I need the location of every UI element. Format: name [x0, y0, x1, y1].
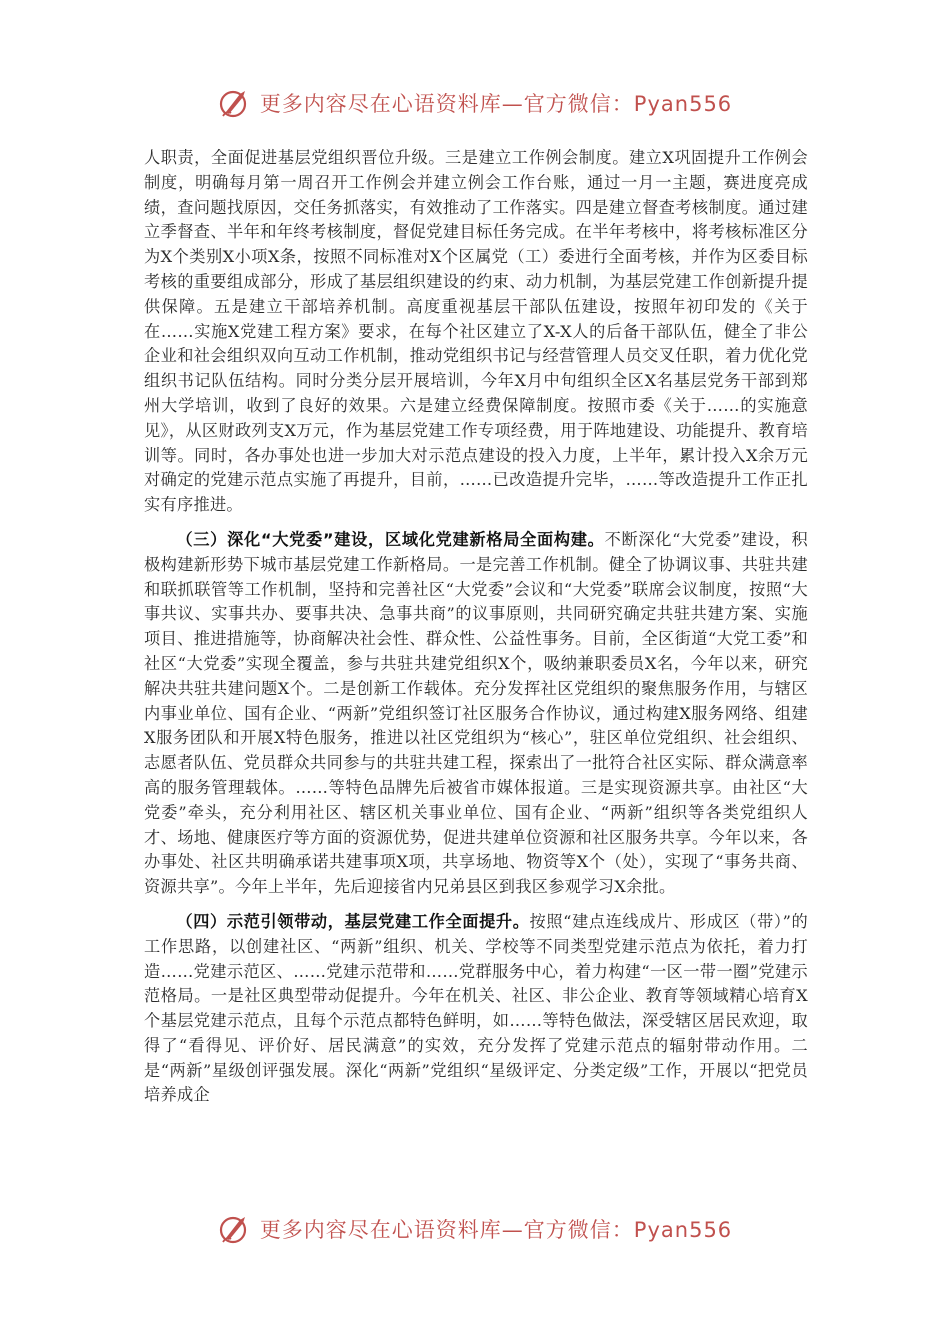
quill-pen-seal-icon: [218, 86, 252, 120]
paragraph-3: [144, 910, 808, 1108]
banner-text: 更多内容尽在心语资料库—官方微信：Pyan556: [259, 1218, 733, 1242]
section-heading-3: （三）深化“大党委”建设，区域化党建新格局全面构建。: [176, 529, 605, 549]
paragraph-1: [144, 146, 808, 518]
document-body: [144, 146, 808, 1108]
section-heading-4: （四）示范引领带动，基层党建工作全面提升。: [176, 911, 530, 931]
paragraph-1-body: 人职责，全面促进基层党组织晋位升级。三是建立工作例会制度。建立X巩固提升工作例会制度，明确每月第一周召开工作例会并建立例会工作台账，通过一月一主题，赛进度亮成绩，查问题找原因，交任务抓落实，有效推动了工作落实。四是建立督查考核制度。通过建立季督查、半年和年终考核制度，督促党建目标任务完成。在半年考核中，将考核标准区分为X个类别X小项X条，按照不同标准对X个区属党（工）委进行全面考核，并作为区委目标考核的重要组成部分，形成了基层组织建设的约束、动力机制，为基层党建工作创新提升提供保障。五是建立干部培养机制。高度重视基层干部队伍建设，按照年初印发的《关于在……实施X党建工程方案》要求，在每个社区建立了X-X人的后备干部队伍，健全了非公企业和社会组织双向互动工作机制，推动党组织书记与经营管理人员交叉任职，着力优化党组织书记队伍结构。同时分类分层开展培训，今年X月中旬组织全区X名基层党务干部到郑州大学培训，收到了良好的效果。六是建立经费保障制度。按照市委《关于……的实施意见》，从区财政列支X万元，作为基层党建工作专项经费，用于阵地建设、功能提升、教育培训等。同时，各办事处也进一步加大对示范点建设的投入力度，上半年，累计投入X余万元对确定的党建示范点实施了再提升，目前，……已改造提升完毕，……等改造提升工作正扎实有序推进。: [144, 148, 808, 515]
header-banner: [0, 86, 950, 120]
paragraph-3-body: 按照“建点连线成片、形成区（带）”的工作思路，以创建社区、“两新”组织、机关、学校等不同类型党建示范点为依托，着力打造……党建示范区、……党建示范带和……党群服务中心，着力构建“一区一带一圈”党建示范格局。一是社区典型带动促提升。今年在机关、社区、非公企业、教育等领域精心培育X个基层党建示范点，且每个示范点都特色鲜明，如……等特色做法，深受辖区居民欢迎，取得了“看得见、评价好、居民满意”的实效，充分发挥了党建示范点的辐射带动作用。二是“两新”星级创评强发展。深化“两新”党组织“星级评定、分类定级”工作，开展以“把党员培养成企: [144, 911, 808, 1105]
quill-pen-seal-icon: [218, 1212, 252, 1246]
paragraph-2: [144, 528, 808, 900]
paragraph-2-body: 不断深化“大党委”建设，积极构建新形势下城市基层党建工作新格局。一是完善工作机制。健全了协调议事、共驻共建和联抓联管等工作机制，坚持和完善社区“大党委”会议和“大党委”联席会议制度，按照“大事共议、实事共办、要事共决、急事共商”的议事原则，共同研究确定共驻共建方案、实施项目、推进措施等，协商解决社会性、群众性、公益性事务。目前，全区街道“大党工委”和社区“大党委”实现全覆盖，参与共驻共建党组织X个，吸纳兼职委员X名，今年以来，研究解决共驻共建问题X个。二是创新工作载体。充分发挥社区党组织的聚焦服务作用，与辖区内事业单位、国有企业、“两新”党组织签订社区服务合作协议，通过构建X服务网络、组建X服务团队和开展X特色服务，推进以社区党组织为“核心”，驻区单位党组织、社会组织、志愿者队伍、党员群众共同参与的共驻共建工程，探索出了一批符合社区实际、群众满意率高的服务管理载体。……等特色品牌先后被省市媒体报道。三是实现资源共享。由社区“大党委”牵头，充分利用社区、辖区机关事业单位、国有企业、“两新”组织等各类党组织人才、场地、健康医疗等方面的资源优势，促进共建单位资源和社区服务共享。今年以来，各办事处、社区共明确承诺共建事项X项，共享场地、物资等X个（处），实现了“事务共商、资源共享”。今年上半年，先后迎接省内兄弟县区到我区参观学习X余批。: [144, 529, 809, 897]
footer-banner: [0, 1212, 950, 1246]
banner-text: 更多内容尽在心语资料库—官方微信：Pyan556: [259, 92, 733, 116]
